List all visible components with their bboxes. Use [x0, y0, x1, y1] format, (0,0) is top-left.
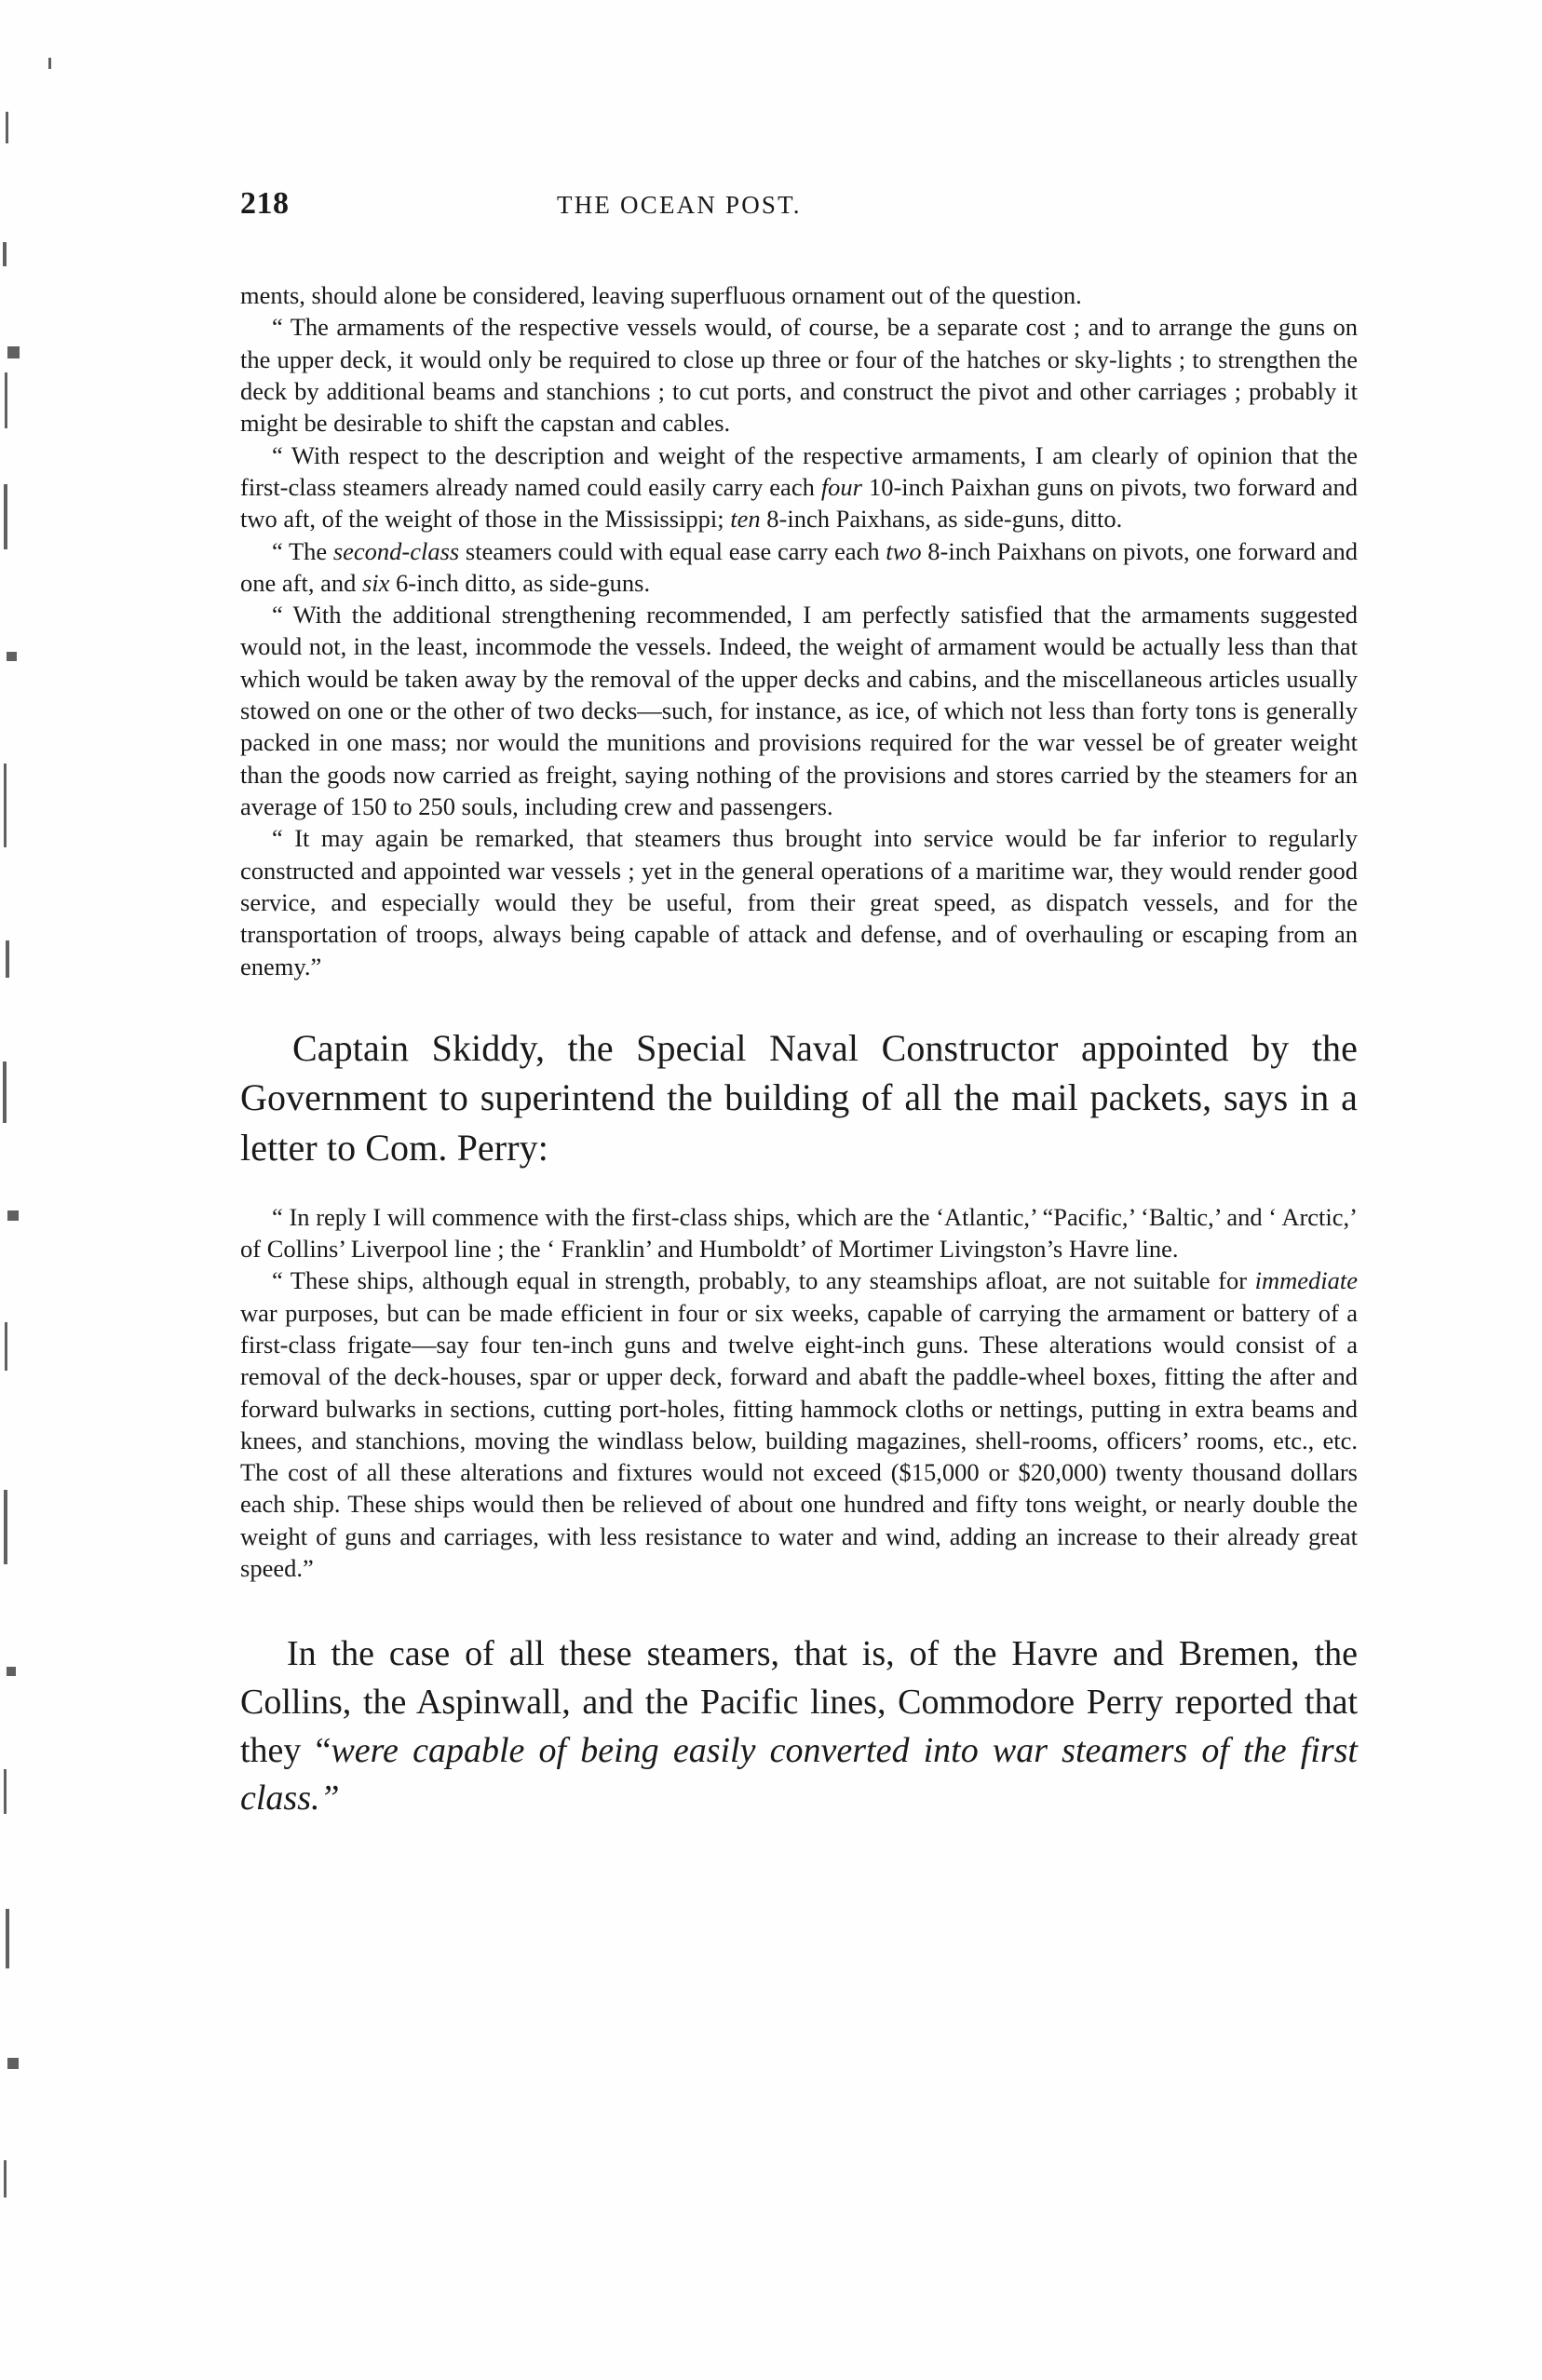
paragraph-armaments-cost: “ The armaments of the respective vessels would, of course, be a separate cost ; and to arrange the guns on the upper deck, it would only be required to close up three or four of the hatches or sky-lights ; to strengthen the deck by additional beams and stanchions ; to cut ports, and construct the pivot and other carriages ; probably it might be desirable to shift the capstan and cables. [240, 313, 1358, 438]
skiddy-letter-quote [240, 1201, 1358, 1585]
page-number: 218 [240, 186, 290, 221]
paragraph-second-class-armament [240, 535, 1358, 600]
emphasis-second-class: second-class [332, 536, 460, 565]
closing-text: In the case of all these steamers, that is, of the Havre and Bremen, the Collins, the Aspinwall, and the Pacific lines, Commodore Perry reported that they “ [240, 1634, 1358, 1770]
emphasis-immediate: immediate [1254, 1266, 1358, 1295]
text-segment: “ With respect to the description and weight of the respective armaments, I am clearly of opinion that the first-class steamers already named could easily carry each [240, 440, 1358, 501]
emphasis-six: six [361, 568, 390, 597]
paragraph-service-remark: “ It may again be remarked, that steamers thus brought into service would be far inferior to regularly constructed and appointed war vessels ; yet in the general operations of a maritime war, they would render good service, and especially would they be useful, from their great speed, as dispatch vessels, and for the transportation of troops, always being capable of attack and defense, and of overhauling or escaping from an enemy.” [240, 824, 1358, 980]
paragraph-first-class-armament [240, 439, 1358, 535]
text-segment: 6-inch ditto, as side-guns. [389, 568, 651, 597]
text-segment: 10-inch Paixhan guns on pivots, two forward and two aft, of the weight of those in the Mississippi; [240, 472, 1358, 534]
emphasis-ten: ten [730, 505, 761, 534]
text-segment: “ These ships, although equal in strength, probably, to any steamships afloat, are not suitable for [272, 1266, 1255, 1295]
text-segment: “ The [272, 536, 333, 565]
lead-in-text: Captain Skiddy, the Special Naval Constructor appointed by the Government to superintend the building of all the mail packets, says in a letter to Com. Perry: [240, 1026, 1358, 1170]
emphasis-two: two [886, 536, 922, 565]
text-segment: 8-inch Paixhans, as side-guns, ditto. [760, 505, 1123, 534]
page-content [240, 186, 1358, 1823]
running-head: THE OCEAN POST. [557, 191, 802, 219]
emphasis-four: four [820, 472, 862, 501]
page-header [240, 186, 1358, 222]
lead-in-paragraph [240, 1023, 1358, 1173]
closing-paragraph [240, 1630, 1358, 1823]
paragraph-continued: ments, should alone be considered, leaving superfluous ornament out of the question. [240, 281, 1082, 309]
closing-italic-quote: were capable of being easily converted into war steamers of the first class.” [240, 1730, 1358, 1819]
paragraph-alterations [240, 1264, 1358, 1584]
scan-edge-artifacts [0, 0, 37, 2380]
text-segment: steamers could with equal ease carry each [459, 536, 886, 565]
paragraph-strengthening: “ With the additional strengthening recommended, I am perfectly satisfied that the armaments suggested would not, in the least, incommode the vessels. Indeed, the weight of armament would be actually less than that which would be taken away by the removal of the upper decks and cabins, and the miscellaneous articles usually stowed on one or the other of two decks—such, for instance, as ice, of which not less than forty tons is generally packed in one mass; nor would the munitions and provisions required for the war vessel be of greater weight than the goods now carried as freight, saying nothing of the provisions and stores carried by the steamers for an average of 150 to 250 souls, including crew and passengers. [240, 601, 1358, 820]
text-segment: war purposes, but can be made efficient in four or six weeks, capable of carrying the armament or battery of a first-class frigate—say four ten-inch guns and twelve eight-inch guns. These alterations would consist of a removal of the deck-houses, spar or upper deck, forward and abaft the paddle-wheel boxes, fitting the after and forward bulwarks in sections, cutting port-holes, fitting hammock cloths or nettings, putting in extra beams and knees, and stanchions, moving the windlass below, building magazines, shell-rooms, officers’ rooms, etc., etc. The cost of all these alterations and fixtures would not exceed ($15,000 or $20,000) twenty thousand dollars each ship. These ships would then be relieved of about one hundred and fifty tons weight, or nearly double the weight of guns and carriages, with less resistance to water and wind, adding an increase to their already great speed.” [240, 1298, 1358, 1583]
paragraph-reply-ships: “ In reply I will commence with the first-class ships, which are the ‘Atlantic,’ “Pacific,’ ‘Baltic,’ and ‘ Arctic,’ of Collins’ Liverpool line ; the ‘ Franklin’ and Humboldt’ of Mortimer Livingston’s Havre line. [240, 1202, 1358, 1263]
text-segment: 8-inch Paixhans on pivots, one forward and one aft, and [240, 536, 1358, 597]
